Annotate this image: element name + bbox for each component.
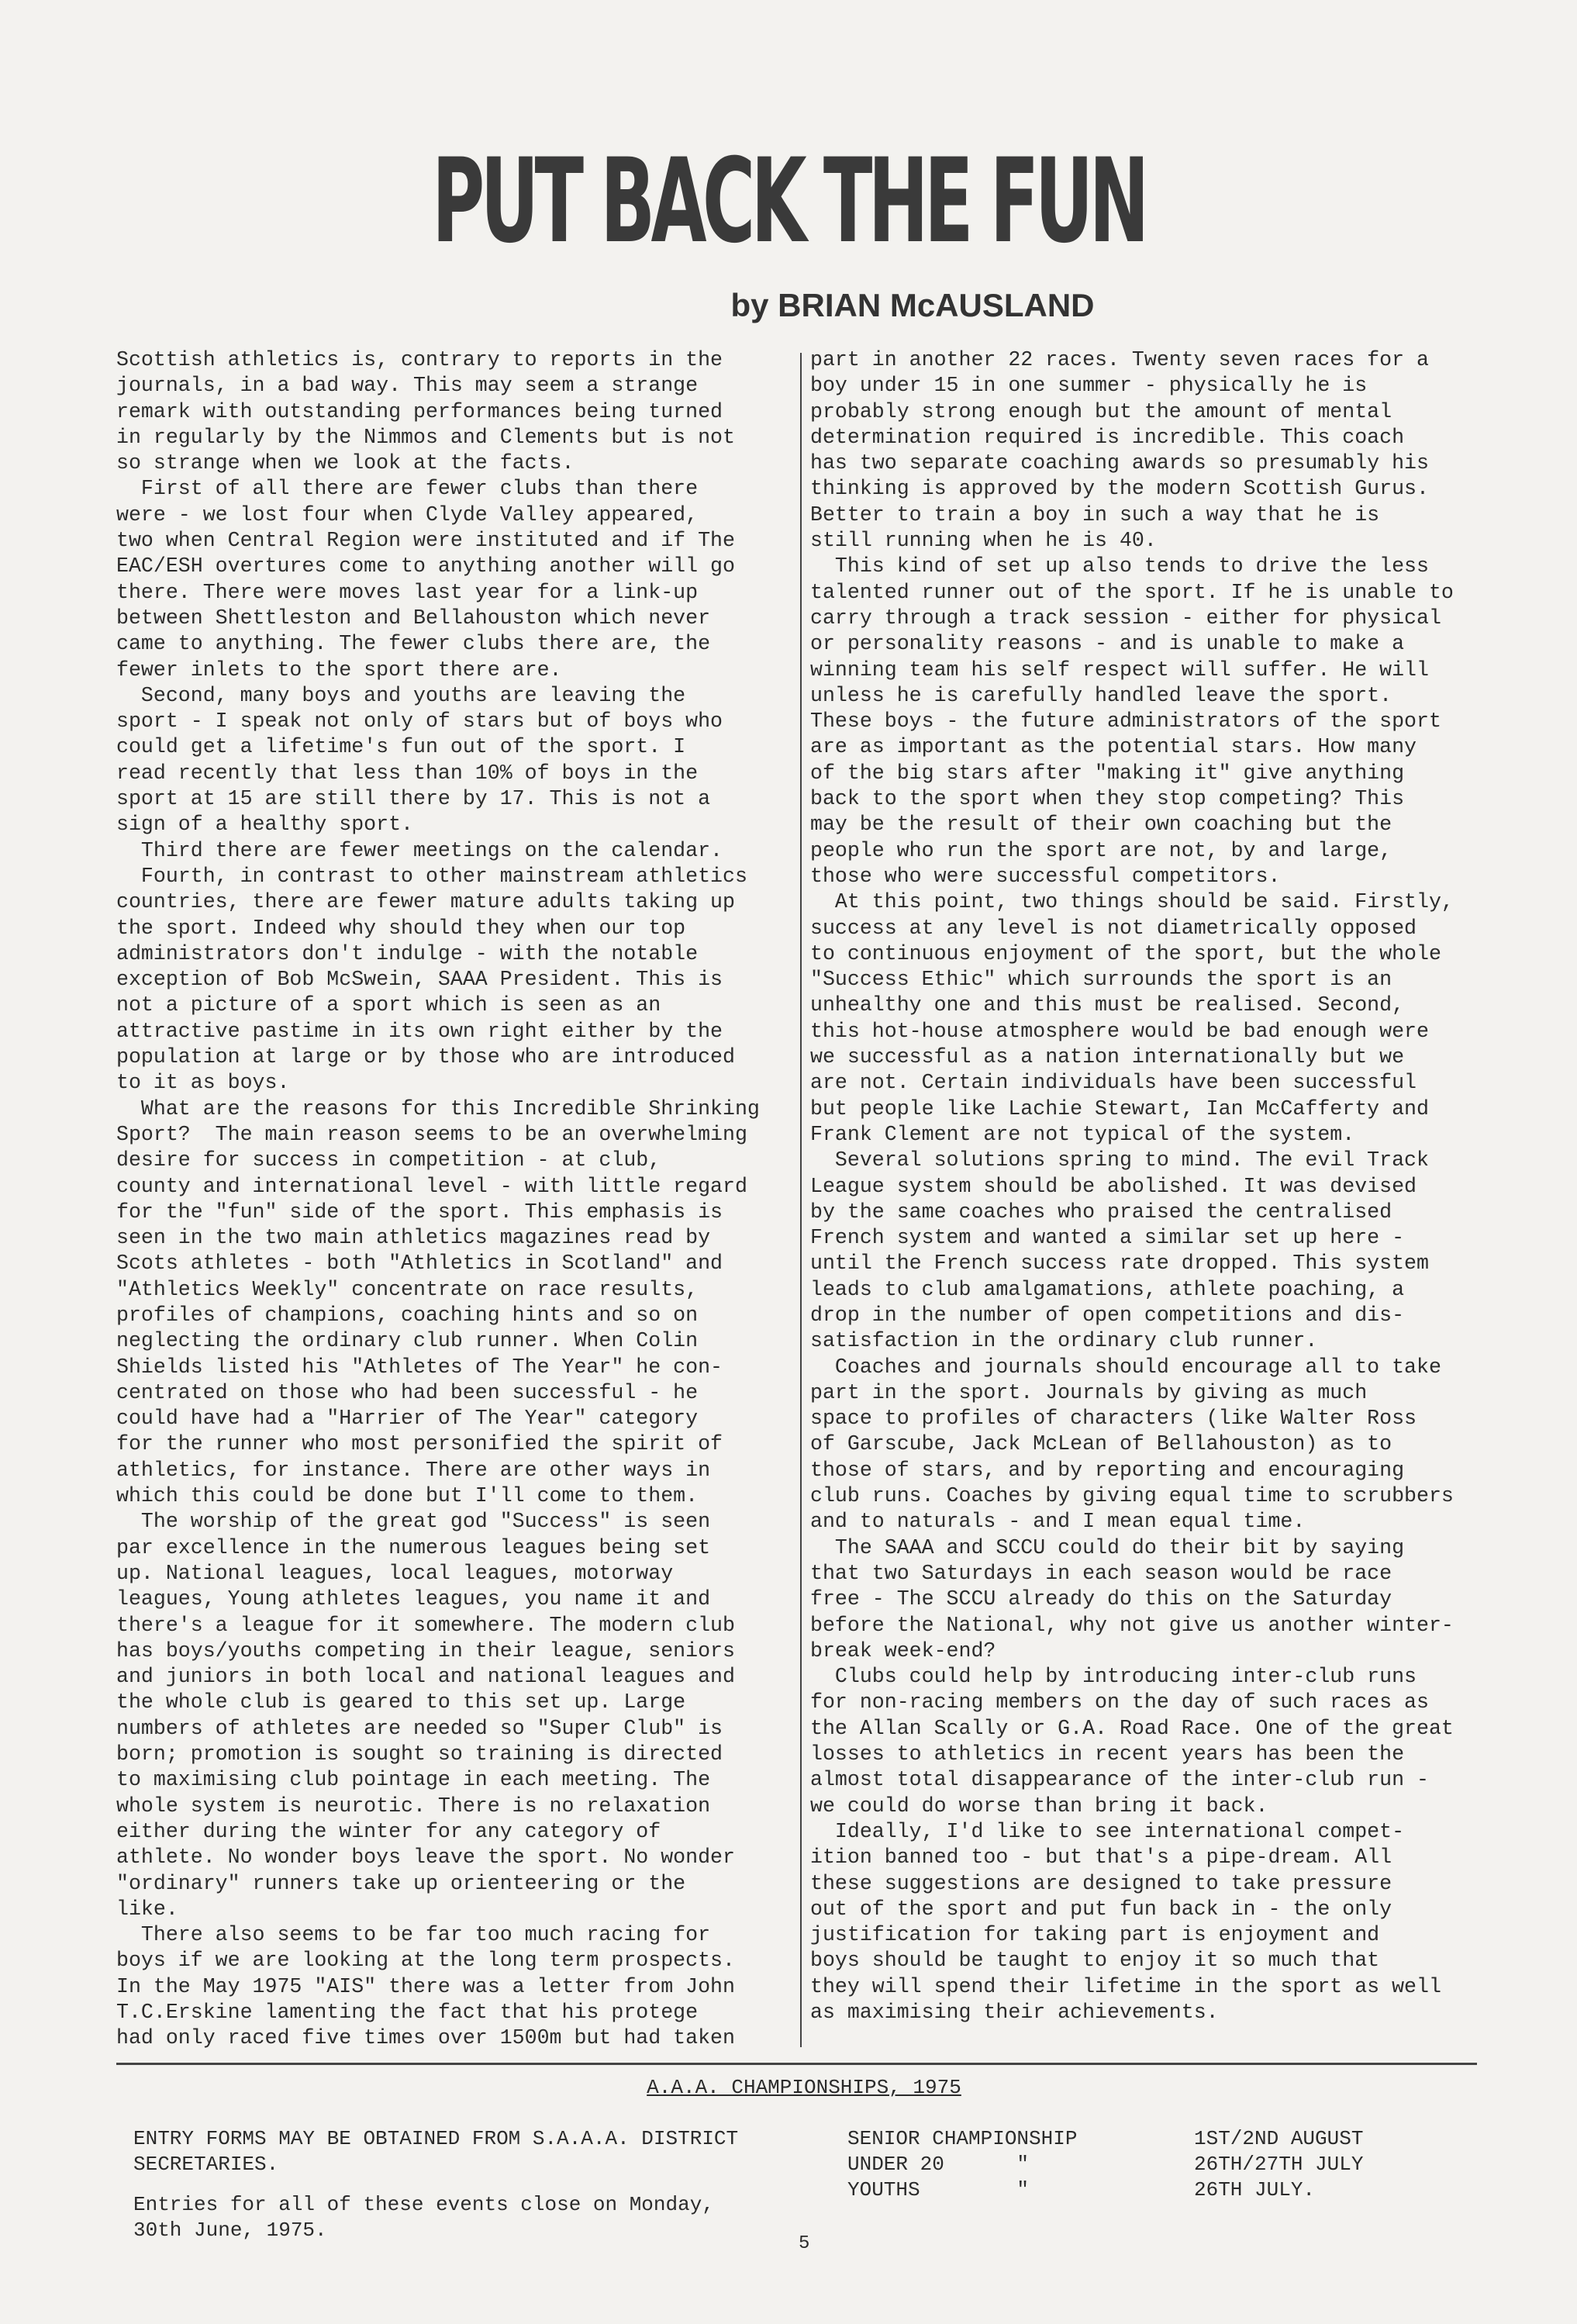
notice-closing-date: Entries for all of these events close on Monday, 30th June, 1975. xyxy=(133,2193,714,2242)
notice-title: A.A.A. CHAMPIONSHIPS, 1975 xyxy=(647,2076,961,2099)
column-divider xyxy=(800,353,802,2047)
horizontal-divider xyxy=(116,2063,1477,2065)
notice-entry-forms: ENTRY FORMS MAY BE OBTAINED FROM S.A.A.A. DISTRICT SECRETARIES. xyxy=(133,2127,739,2176)
article-title: PUT BACK THE FUN xyxy=(432,134,1145,269)
notice-dates: 1ST/2ND AUGUST 26TH/27TH JULY 26TH JULY. xyxy=(1194,2127,1364,2201)
article-byline: by BRIAN McAUSLAND xyxy=(730,287,1095,323)
page-number: 5 xyxy=(799,2233,810,2254)
article-right-column: part in another 22 races. Twenty seven races for a boy under 15 in one summer - physically he is probably strong enough but the amount of mental determination required is incredible. This coach has two separate coaching awards so presumably his thinking is approved by the modern Scottish Gurus. Better to train a boy in such a way that he is still running when he is 40. This kind of set up also tends to drive the less talented runner out of the sport. If he is unable to carry through a track session - either for physical or personality reasons - and is unable to make a winning team his self respect will suffer. He will unless he is carefully handled leave the sport. These boys - the future administrators of the sport are as important as the potential stars. How many of the big stars after "making it" give anything back to the sport when they stop competing? This may be the result of their own coaching but the people who run the sport are not, by and large, those who were successful competitors. At this point, two things should be said. Firstly, success at any level is not diametrically opposed to continuous enjoyment of the sport, but the whole "Success Ethic" which surrounds the sport is an unhealthy one and this must be realised. Second, this hot-house atmosphere would be bad enough were we successful as a nation internationally but we are not. Certain individuals have been successful but people like Lachie Stewart, Ian McCafferty and Frank Clement are not typical of the system. Several solutions spring to mind. The evil Track League system should be abolished. It was devised by the same coaches who praised the centralised French system and wanted a similar set up here - until the French success rate dropped. This system leads to club amalgamations, athlete poaching, a drop in the number of open competitions and dis- satisfaction in the ordinary club runner. Coaches and journals should encourage all to take part in the sport. Journals by giving as much space to profiles of characters (like Walter Ross of Garscube, Jack McLean of Bellahouston) as to those of stars, and by reporting and encouraging club runs. Coaches by giving equal time to scrubbers and to naturals - and I mean equal time. The SAAA and SCCU could do their bit by saying that two Saturdays in each season would be race free - The SCCU already do this on the Saturday before the National, why not give us another winter- break week-end? Clubs could help by introducing inter-club runs for non-racing members on the day of such races as the Allan Scally or G.A. Road Race. One of the great losses to athletics in recent years has been the almost total disappearance of the inter-club run - we could do worse than bring it back. Ideally, I'd like to see international compet- ition banned too - but that's a pipe-dream. All these suggestions are designed to take pressure out of the sport and put fun back in - the only justification for taking part is enjoyment and boys should be taught to enjoy it so much that they will spend their lifetime in the sport as well as maximising their achievements. xyxy=(810,348,1454,2024)
notice-events: SENIOR CHAMPIONSHIP UNDER 20 " YOUTHS " xyxy=(847,2127,1078,2201)
article-left-column: Scottish athletics is, contrary to reports in the journals, in a bad way. This may seem a strange remark with outstanding performances being turned in regularly by the Nimmos and Clements but is not so strange when we look at the facts. First of all there are fewer clubs than there were - we lost four when Clyde Valley appeared, two when Central Region were instituted and if The EAC/ESH overtures come to anything another will go there. There were moves last year for a link-up between Shettleston and Bellahouston which never came to anything. The fewer clubs there are, the fewer inlets to the sport there are. Second, many boys and youths are leaving the sport - I speak not only of stars but of boys who could get a lifetime's fun out of the sport. I read recently that less than 10% of boys in the sport at 15 are still there by 17. This is not a sign of a healthy sport. Third there are fewer meetings on the calendar. Fourth, in contrast to other mainstream athletics countries, there are fewer mature adults taking up the sport. Indeed why should they when our top administrators don't indulge - with the notable exception of Bob McSwein, SAAA President. This is not a picture of a sport which is seen as an attractive pastime in its own right either by the population at large or by those who are introduced to it as boys. What are the reasons for this Incredible Shrinking Sport? The main reason seems to be an overwhelming desire for success in competition - at club, county and international level - with little regard for the "fun" side of the sport. This emphasis is seen in the two main athletics magazines read by Scots athletes - both "Athletics in Scotland" and "Athletics Weekly" concentrate on race results, profiles of champions, coaching hints and so on neglecting the ordinary club runner. When Colin Shields listed his "Athletes of The Year" he con- centrated on those who had been successful - he could have had a "Harrier of The Year" category for the runner who most personified the spirit of athletics, for instance. There are other ways in which this could be done but I'll come to them. The worship of the great god "Success" is seen par excellence in the numerous leagues being set up. National leagues, local leagues, motorway leagues, Young athletes leagues, you name it and there's a league for it somewhere. The modern club has boys/youths competing in their league, seniors and juniors in both local and national leagues and the whole club is geared to this set up. Large numbers of athletes are needed so "Super Club" is born; promotion is sought so training is directed to maximising club pointage in each meeting. The whole system is neurotic. There is no relaxation either during the winter for any category of athlete. No wonder boys leave the sport. No wonder "ordinary" runners take up orienteering or the like. There also seems to be far too much racing for boys if we are looking at the long term prospects. In the May 1975 "AIS" there was a letter from John T.C.Erskine lamenting the fact that his protege had only raced five times over 1500m but had taken xyxy=(116,348,760,2050)
